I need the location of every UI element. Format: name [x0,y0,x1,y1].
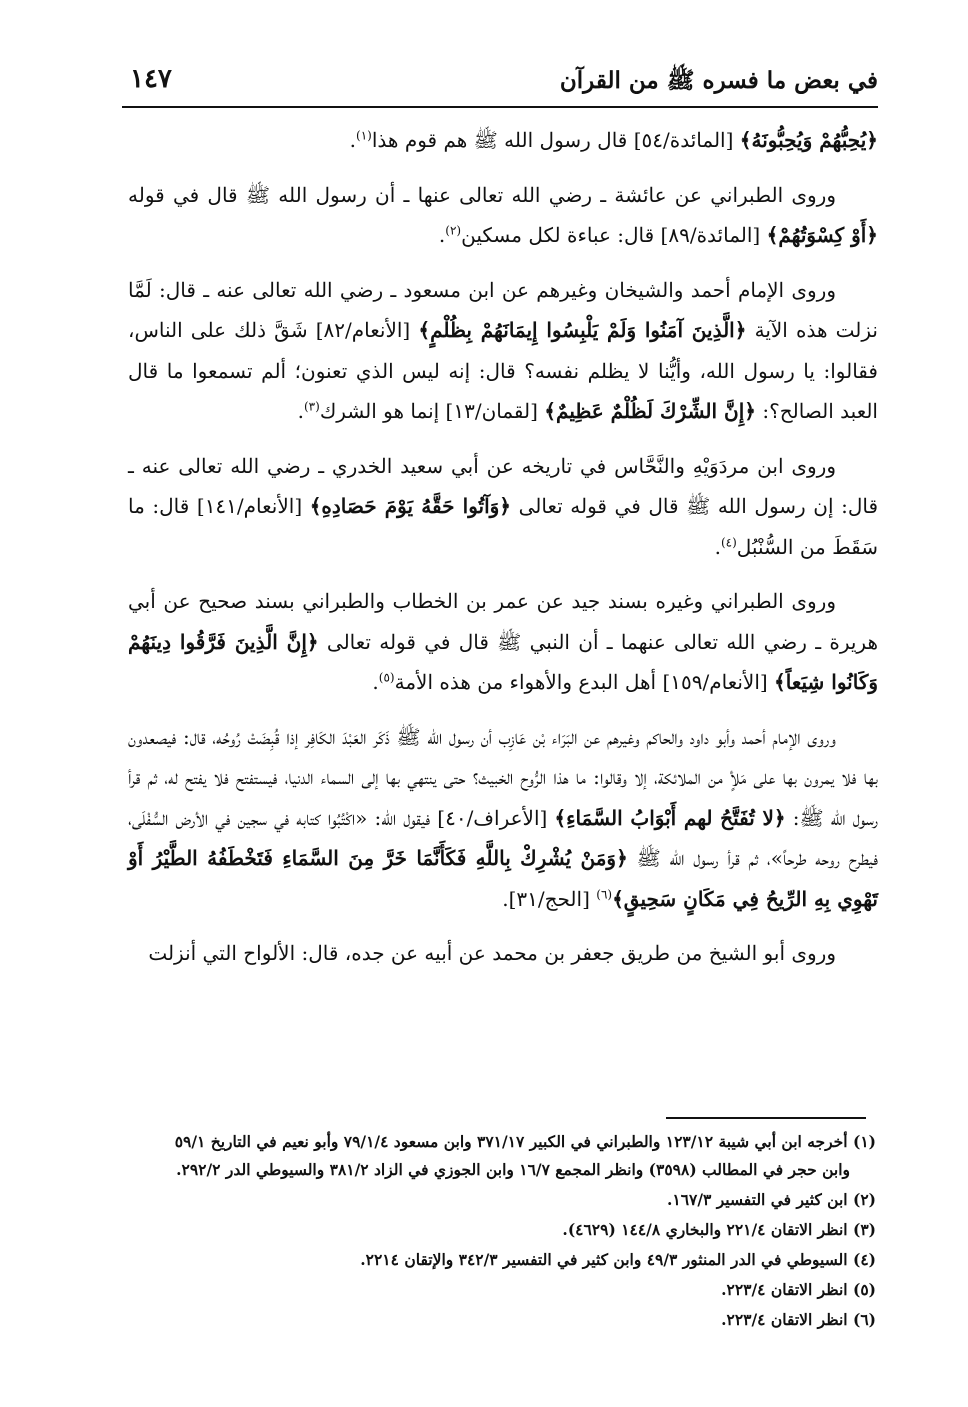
footnote-ref: (٥) [378,670,395,685]
text-run: [الأنعام/١٤١] قال: ما سَقَطَ من السُّنْبُل [128,494,878,559]
text-run: [الحج/٣١]. [502,886,597,911]
text-run: وروى الطبراني عن عائشة ـ رضي الله تعالى عنها ـ أن رسول الله ﷺ قال في قوله [128,182,836,207]
text-run: [الأعراف/٤٠] فيقول الله: «اكْتُبُوا كتابه في سجين في الأرض السُّفْلَى، فيطرح روحه طرحاً»، ثم قرأ رسول الله ﷺ [128,805,878,870]
footnote-number: (٢) [852,1190,876,1209]
text-run: . [714,534,721,559]
text-run: . [349,128,357,152]
paragraph [128,717,878,920]
page-header [122,62,878,108]
text-run: [المائدة/٨٩] قال: عباءة لكل مسكين [461,223,767,247]
text-run: وروى ابن مردَوَيْهِ والنَّحَّاس في تاريخه عن أبي سعيد الخدري ـ رضي الله تعالى عنه ـ قال: إن رسول الله ﷺ قال في قوله تعالى [128,453,879,518]
paragraph [128,446,878,568]
quran-quote: ﴿الَّذِينَ آمَنُوا وَلَمْ يَلْبِسُوا إِيمَانَهُمْ بِظُلْمٍ﴾ [418,318,747,342]
text-run: . [372,670,379,694]
quran-quote: ﴿لا تُفَتَّحُ لهم أَبْوَابُ السَّمَاءِ﴾ [554,805,786,830]
footnote [124,1246,876,1274]
paragraph [128,175,878,256]
footnote [124,1128,876,1184]
footnote-continuation: وابن حجر في المطالب (٣٥٩٨) وانظر المجمع ١٦/٧ وابن الجوزي في الزاد ٣٨١/٢ والسيوطي الدر ٢٩٢/٢. [176,1160,850,1179]
quran-quote: ﴿يُحِبُّهُمْ وَيُحِبُّونَهُ﴾ [739,128,878,152]
text-run: وروى أبو الشيخ من طريق جعفر بن محمد عن أبيه عن جده، قال: الألواح التي أنزلت [148,941,836,965]
footnote-text: السيوطي في الدر المنثور ٤٩/٣ وابن كثير في التفسير ٣٤٢/٣ والإتقان ٢٢١٤. [360,1250,848,1269]
footnote [124,1276,876,1304]
text-run: . [438,223,446,247]
footnote-ref: (٦) [596,886,613,901]
footnote-ref: (٣) [303,399,320,414]
main-text [128,120,878,988]
footnote-text: انظر الاتقان ٢٢٣/٤. [721,1280,848,1299]
footnote-text: ابن كثير في التفسير ١٦٧/٣. [666,1190,848,1209]
paragraph [128,120,878,161]
footnote-number: (٦) [852,1310,876,1329]
text-run: . [297,399,304,423]
text-run: [لقمان/١٣] إنما هو الشرك [319,399,545,423]
text-run: وروى الطبراني وغيره بسند جيد عن عمر بن الخطاب والطبراني بسند صحيح عن أبي هريرة ـ رضي الله تعالى عنهما ـ أن النبي ﷺ قال في قوله تعالى [128,589,878,654]
text-run: [المائدة/٥٤] قال رسول الله ﷺ هم قوم هذا [371,128,740,152]
footnote-number: (٣) [852,1220,876,1239]
quran-quote: ﴿أَوْ كِسْوَتُهُمْ﴾ [766,223,878,247]
footnote [124,1216,876,1244]
footnote-number: (٥) [852,1280,876,1299]
quran-quote: ﴿وَآتُوا حَقَّهُ يَوْمَ حَصَادِهِ﴾ [309,494,512,518]
footnote-number: (١) [852,1132,876,1151]
footnote [124,1306,876,1334]
text-run: [الأنعام/١٥٩] أهل البدع والأهواء من هذه الأمة [394,670,775,694]
page-number: ١٤٧ [130,64,172,94]
running-title: في بعض ما فسره ﷺ من القرآن [559,67,878,94]
quran-quote: ﴿إِنَّ الَّذِينَ فَرَّقُوا دِينَهُمْ وَكَانُوا شِيَعاً﴾ [128,629,878,694]
footnote-ref: (٤) [720,534,737,549]
footnote-number: (٤) [852,1250,876,1269]
text-run: [الأنعام/٨٢] شَقَّ ذلك على الناس، فقالوا: يا رسول الله، وأيُّنا لا يظلم نفسه؟ قال: إنه ليس الذي تعنون؛ ألم تسمعوا ما قال العبد الصالح؟: [128,318,878,423]
footnote-text: انظر الاتقان ٢٢٣/٤. [721,1310,848,1329]
footnotes [124,1128,876,1336]
paragraph [128,581,878,703]
footnote-ref: (١) [356,128,372,143]
footnote-text: أخرجه ابن أبي شيبة ١٢٣/١٢ والطبراني في الكبير ٣٧١/١٧ وابن مسعود ٧٩/١/٤ وأبو نعيم في التاريخ ٥٩/١ [174,1132,848,1151]
footnote-text: انظر الاتقان ٢٢١/٤ والبخاري ١٤٤/٨ (٤٦٢٩). [562,1220,848,1239]
footnote-divider [666,1117,866,1119]
quran-quote: ﴿وَمَنْ يُشْرِكْ بِاللَّهِ فَكَأَنَّمَا خَرَّ مِنَ السَّمَاءِ فَتَخْطَفُهُ الطَّيْرُ أَوْ تَهْوِي بِهِ الرِّيحُ فِي مَكَانٍ سَحِيقٍ﴾ [128,846,878,911]
quran-quote: ﴿إِنَّ الشِّرْكَ لَظُلْمٌ عَظِيمٌ﴾ [544,399,756,423]
footnote-ref: (٢) [445,223,462,238]
paragraph [128,270,878,432]
paragraph [128,933,878,974]
footnote [124,1186,876,1214]
text-run: وروى الإمام أحمد وأبو داود والحاكم وغيرهم عن البَرَاء بْن عَازِب أن رسول الله ﷺ ذَكَر العَبْدَ الكَافِر إذا قُبِضَتْ رُوحُه، قال: فيصعدون بها فلا يمرون بها على مَلأٍ من الملائكة، إلا وقالوا: ما هذا الرُّوح الخبيث؟ حتى ينتهي بها إلى السماء الدنيا، فيستفتح فلا يفتح له، ثم قرأ رسول الله ﷺ: [128,724,878,830]
text-run: وروى الإمام أحمد والشيخان وغيرهم عن ابن مسعود ـ رضي الله تعالى عنه ـ قال: لَمَّا نزلت هذه الآية [128,277,878,342]
